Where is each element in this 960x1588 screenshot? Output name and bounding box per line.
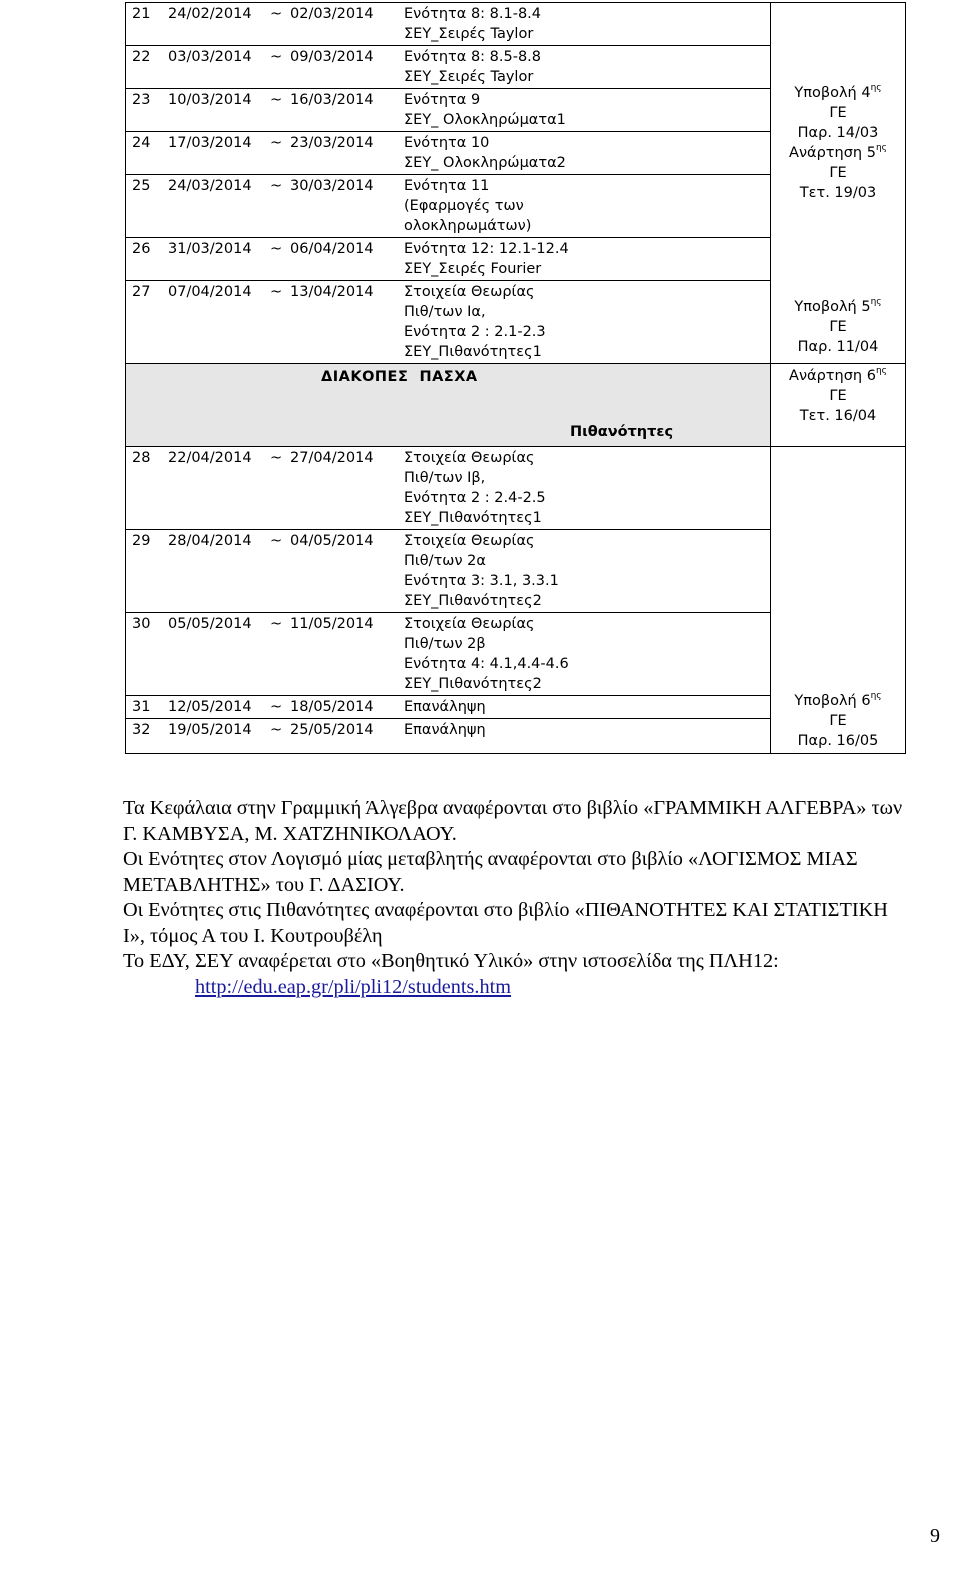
content-line: Ενότητα 8: 8.5-8.8 bbox=[404, 49, 542, 65]
week-content bbox=[398, 719, 770, 742]
assignment-type: ΓΕ bbox=[829, 388, 847, 404]
assignments-block-c bbox=[771, 447, 906, 754]
assignment-type: ΓΕ bbox=[829, 105, 847, 121]
date-range-separator: ~ bbox=[264, 238, 284, 281]
week-number: 26 bbox=[126, 238, 162, 281]
date-range-separator: ~ bbox=[264, 175, 284, 238]
date-range-separator: ~ bbox=[270, 722, 283, 738]
content-line: Ενότητα 9 bbox=[404, 92, 481, 108]
week-row bbox=[126, 89, 770, 132]
week-content bbox=[398, 175, 770, 238]
week-number: 25 bbox=[126, 175, 162, 238]
weeks-block-a bbox=[126, 3, 771, 364]
week-end-date: 23/03/2014 bbox=[284, 132, 398, 175]
content-line: ΣΕΥ_ Ολοκληρώματα1 bbox=[404, 112, 566, 128]
week-row bbox=[126, 175, 770, 238]
ordinal-suffix: ης bbox=[875, 366, 887, 376]
date-range-separator: ~ bbox=[264, 89, 284, 132]
probability-section-heading: Πιθανότητες bbox=[570, 424, 674, 440]
week-start-date: 10/03/2014 bbox=[162, 89, 264, 132]
week-end-date: 16/03/2014 bbox=[284, 89, 398, 132]
week-content bbox=[398, 89, 770, 132]
assignment-note bbox=[777, 83, 899, 143]
content-line: ΣΕΥ_Πιθανότητες2 bbox=[404, 593, 542, 609]
assignment-label: Υποβολή 4 bbox=[794, 85, 871, 101]
content-line: Πιθ/των 2β bbox=[404, 636, 486, 652]
assignment-label: Ανάρτηση 6 bbox=[789, 368, 876, 384]
week-start-date: 24/02/2014 bbox=[162, 3, 264, 46]
week-end-date: 13/04/2014 bbox=[290, 284, 374, 300]
assignment-date: Τετ. 19/03 bbox=[799, 185, 877, 201]
schedule-table bbox=[125, 2, 906, 754]
content-line: ολοκληρωμάτων) bbox=[404, 218, 532, 234]
easter-break-cell bbox=[126, 364, 771, 447]
content-line: Επανάληψη bbox=[404, 699, 486, 715]
ordinal-suffix: ης bbox=[875, 143, 887, 153]
page-number: 9 bbox=[930, 1525, 940, 1547]
assignment-type: ΓΕ bbox=[829, 713, 847, 729]
assignment-type: ΓΕ bbox=[829, 165, 847, 181]
content-line: Ενότητα 12: 12.1-12.4 bbox=[404, 241, 569, 257]
content-line: Στοιχεία Θεωρίας bbox=[404, 284, 535, 300]
content-line: Πιθ/των Ιβ, bbox=[404, 470, 486, 486]
week-end-date: 11/05/2014 bbox=[284, 613, 398, 696]
week-end-date: 06/04/2014 bbox=[284, 238, 398, 281]
week-start-date: 28/04/2014 bbox=[162, 530, 264, 613]
week-row bbox=[126, 696, 770, 719]
week-end-date: 02/03/2014 bbox=[284, 3, 398, 46]
assignment-date: Παρ. 14/03 bbox=[797, 125, 879, 141]
date-range-separator: ~ bbox=[264, 3, 284, 46]
assignment-label: Ανάρτηση 5 bbox=[789, 145, 876, 161]
content-line: Ενότητα 11 bbox=[404, 178, 490, 194]
date-range-separator: ~ bbox=[264, 132, 284, 175]
week-content bbox=[398, 132, 770, 175]
assignment-label: Υποβολή 5 bbox=[794, 299, 871, 315]
week-start-date: 19/05/2014 bbox=[168, 722, 252, 738]
date-range-separator: ~ bbox=[264, 696, 284, 719]
note-linear-algebra: Τα Κεφάλαια στην Γραμμική Άλγεβρα αναφέρονται στο βιβλίο «ΓΡΑΜΜΙΚΗ ΑΛΓΕΒΡΑ» των Γ. ΚΑΜΒΥΣΑ, Μ. ΧΑΤΖΗΝΙΚΟΛΑΟΥ. bbox=[123, 797, 903, 845]
content-line: ΣΕΥ_Πιθανότητες2 bbox=[404, 676, 542, 692]
week-content bbox=[398, 238, 770, 281]
week-start-date: 24/03/2014 bbox=[162, 175, 264, 238]
assignment-note bbox=[777, 297, 899, 357]
content-line: ΣΕΥ_Πιθανότητες1 bbox=[404, 510, 542, 526]
content-line: ΣΕΥ_Πιθανότητες1 bbox=[404, 344, 542, 360]
content-line: Πιθ/των Ια, bbox=[404, 304, 486, 320]
week-number: 28 bbox=[126, 447, 162, 530]
content-line: Ενότητα 2 : 2.1-2.3 bbox=[404, 324, 546, 340]
week-row bbox=[126, 530, 770, 613]
content-line: ΣΕΥ_Σειρές Fourier bbox=[404, 261, 542, 277]
week-row bbox=[126, 132, 770, 175]
assignment-date: Παρ. 16/05 bbox=[797, 733, 879, 749]
week-content bbox=[398, 696, 770, 719]
note-calculus: Οι Ενότητες στον Λογισμό μίας μεταβλητής αναφέρονται στο βιβλίο «ΛΟΓΙΣΜΟΣ ΜΙΑΣ ΜΕΤΑΒΛΗΤΗΣ» του Γ. ΔΑΣΙΟΥ. bbox=[123, 848, 858, 896]
week-row bbox=[126, 3, 770, 46]
assignment-note bbox=[777, 143, 899, 203]
date-range-separator: ~ bbox=[270, 284, 283, 300]
content-line: ΣΕΥ_Σειρές Taylor bbox=[404, 69, 534, 85]
content-line: ΣΕΥ_ Ολοκληρώματα2 bbox=[404, 155, 566, 171]
date-range-separator: ~ bbox=[264, 530, 284, 613]
week-row bbox=[126, 238, 770, 281]
week-end-date: 27/04/2014 bbox=[284, 447, 398, 530]
week-end-date: 25/05/2014 bbox=[290, 722, 374, 738]
ordinal-suffix: ης bbox=[870, 83, 882, 93]
week-number: 27 bbox=[132, 284, 151, 300]
week-row bbox=[126, 447, 770, 530]
content-line: (Εφαρμογές των bbox=[404, 198, 524, 214]
week-start-date: 07/04/2014 bbox=[168, 284, 252, 300]
content-line: Ενότητα 8: 8.1-8.4 bbox=[404, 6, 542, 22]
date-range-separator: ~ bbox=[264, 613, 284, 696]
students-page-link[interactable]: http://edu.eap.gr/pli/pli12/students.htm bbox=[195, 975, 512, 998]
content-line: Ενότητα 10 bbox=[404, 135, 490, 151]
weeks-block-b bbox=[126, 447, 771, 754]
assignments-block-a bbox=[771, 3, 906, 364]
content-line: ΣΕΥ_Σειρές Taylor bbox=[404, 26, 534, 42]
week-number: 23 bbox=[126, 89, 162, 132]
week-row bbox=[126, 281, 770, 364]
content-line: Στοιχεία Θεωρίας bbox=[404, 533, 535, 549]
week-row bbox=[126, 46, 770, 89]
week-start-date: 12/05/2014 bbox=[162, 696, 264, 719]
week-start-date: 03/03/2014 bbox=[162, 46, 264, 89]
week-content bbox=[398, 46, 770, 89]
assignment-type: ΓΕ bbox=[829, 319, 847, 335]
assignments-block-b bbox=[771, 364, 906, 447]
week-number: 32 bbox=[132, 722, 151, 738]
week-number: 31 bbox=[126, 696, 162, 719]
easter-break-label: ΔΙΑΚΟΠΕΣ ΠΑΣΧΑ bbox=[321, 369, 478, 385]
assignment-note bbox=[777, 691, 899, 751]
week-start-date: 22/04/2014 bbox=[162, 447, 264, 530]
week-content bbox=[398, 3, 770, 46]
ordinal-suffix: ης bbox=[870, 297, 882, 307]
date-range-separator: ~ bbox=[264, 447, 284, 530]
week-number: 30 bbox=[126, 613, 162, 696]
week-content bbox=[398, 447, 770, 530]
week-number: 21 bbox=[126, 3, 162, 46]
date-range-separator: ~ bbox=[264, 46, 284, 89]
assignment-label: Υποβολή 6 bbox=[794, 693, 871, 709]
week-content bbox=[398, 281, 770, 364]
content-line: Πιθ/των 2α bbox=[404, 553, 486, 569]
week-end-date: 18/05/2014 bbox=[284, 696, 398, 719]
content-line: Ενότητα 4: 4.1,4.4-4.6 bbox=[404, 656, 569, 672]
week-start-date: 05/05/2014 bbox=[162, 613, 264, 696]
content-line: Ενότητα 2 : 2.4-2.5 bbox=[404, 490, 546, 506]
week-rows-a bbox=[126, 3, 770, 363]
assignment-note bbox=[777, 366, 899, 426]
week-number: 29 bbox=[126, 530, 162, 613]
content-line: Στοιχεία Θεωρίας bbox=[404, 616, 535, 632]
note-support-material: Το ΕΔΥ, ΣΕΥ αναφέρεται στο «Βοηθητικό Υλικό» στην ιστοσελίδα της ΠΛΗ12: bbox=[123, 950, 779, 972]
week-start-date: 17/03/2014 bbox=[162, 132, 264, 175]
week-end-date: 30/03/2014 bbox=[284, 175, 398, 238]
week-end-date: 04/05/2014 bbox=[284, 530, 398, 613]
content-line: Επανάληψη bbox=[404, 722, 486, 738]
week-end-date: 09/03/2014 bbox=[284, 46, 398, 89]
week-content bbox=[398, 530, 770, 613]
assignment-date: Τετ. 16/04 bbox=[799, 408, 877, 424]
week-content bbox=[398, 613, 770, 696]
week-number: 24 bbox=[126, 132, 162, 175]
content-line: Στοιχεία Θεωρίας bbox=[404, 450, 535, 466]
assignment-date: Παρ. 11/04 bbox=[797, 339, 879, 355]
note-probability: Οι Ενότητες στις Πιθανότητες αναφέρονται στο βιβλίο «ΠΙΘΑΝΟΤΗΤΕΣ ΚΑΙ ΣΤΑΤΙΣΤΙΚΗ Ι», τόμος Α του Ι. Κουτρουβέλη bbox=[123, 899, 888, 947]
week-row bbox=[126, 719, 770, 742]
ordinal-suffix: ης bbox=[870, 691, 882, 701]
week-rows-b bbox=[126, 447, 770, 741]
week-number: 22 bbox=[126, 46, 162, 89]
notes-section bbox=[123, 796, 913, 1000]
week-row bbox=[126, 613, 770, 696]
week-start-date: 31/03/2014 bbox=[162, 238, 264, 281]
content-line: Ενότητα 3: 3.1, 3.3.1 bbox=[404, 573, 559, 589]
